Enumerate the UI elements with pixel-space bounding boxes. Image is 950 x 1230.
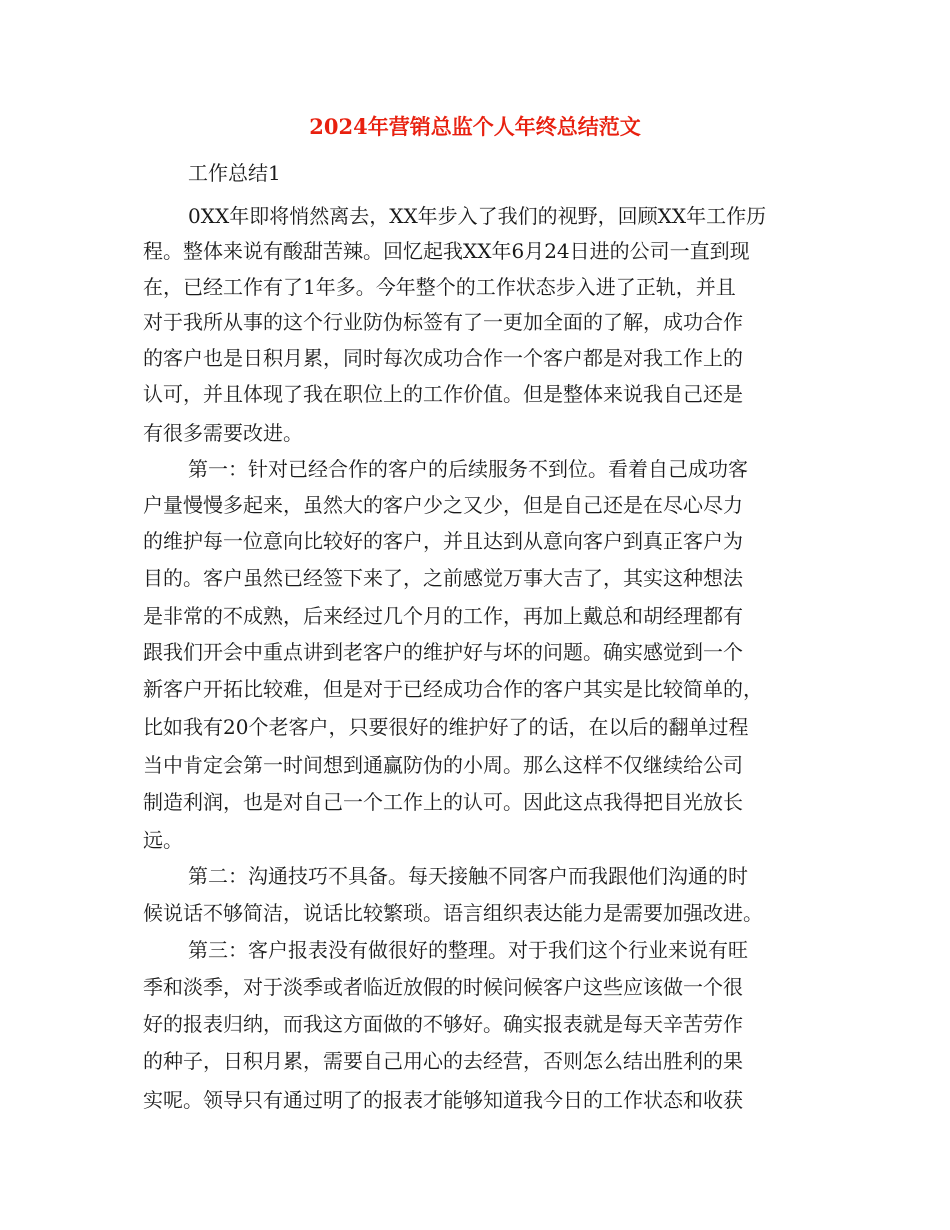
text-line: 的维护每一位意向比较好的客户，并且达到从意向客户到真正客户为 bbox=[143, 529, 743, 553]
text-line: 第一：针对已经合作的客户的后续服务不到位。看着自己成功客 bbox=[188, 457, 748, 481]
text-line: 实呢。领导只有通过明了的报表才能够知道我今日的工作状态和收获 bbox=[143, 1088, 743, 1112]
text-line: 的客户也是日积月累，同时每次成功合作一个客户都是对我工作上的 bbox=[143, 346, 743, 370]
text-line: 当中肯定会第一时间想到通赢防伪的小周。那么这样不仅继续给公司 bbox=[143, 753, 743, 777]
text-line: 候说话不够简洁，说话比较繁琐。语言组织表达能力是需要加强改进。 bbox=[143, 901, 763, 925]
text-line: 比如我有20个老客户，只要很好的维护好了的话，在以后的翻单过程 bbox=[143, 715, 749, 739]
text-line: 0XX年即将悄然离去，XX年步入了我们的视野，回顾XX年工作历 bbox=[188, 204, 767, 228]
text-line: 认可，并且体现了我在职位上的工作价值。但是整体来说我自己还是 bbox=[143, 382, 743, 406]
text-line: 新客户开拓比较难，但是对于已经成功合作的客户其实是比较简单的， bbox=[143, 677, 763, 701]
text-line: 程。整体来说有酸甜苦辣。回忆起我XX年6月24日进的公司一直到现 bbox=[143, 239, 750, 263]
text-line: 跟我们开会中重点讲到老客户的维护好与坏的问题。确实感觉到一个 bbox=[143, 640, 743, 664]
text-line: 季和淡季，对于淡季或者临近放假的时候问候客户这些应该做一个很 bbox=[143, 975, 743, 999]
text-line: 目的。客户虽然已经签下来了，之前感觉万事大吉了，其实这种想法 bbox=[143, 566, 743, 590]
text-line: 制造利润，也是对自己一个工作上的认可。因此这点我得把目光放长 bbox=[143, 790, 743, 814]
text-line: 有很多需要改进。 bbox=[143, 421, 303, 445]
text-line: 第二：沟通技巧不具备。每天接触不同客户而我跟他们沟通的时 bbox=[188, 864, 748, 888]
text-line: 好的报表归纳，而我这方面做的不够好。确实报表就是每天辛苦劳作 bbox=[143, 1012, 743, 1036]
text-line: 户量慢慢多起来，虽然大的客户少之又少，但是自己还是在尽心尽力 bbox=[143, 493, 743, 517]
text-line: 在，已经工作有了1年多。今年整个的工作状态步入进了正轨，并且 bbox=[143, 275, 736, 299]
text-line: 对于我所从事的这个行业防伪标签有了一更加全面的了解，成功合作 bbox=[143, 310, 743, 334]
text-line: 第三：客户报表没有做很好的整理。对于我们这个行业来说有旺 bbox=[188, 938, 748, 962]
section-heading: 工作总结1 bbox=[188, 161, 281, 185]
text-line: 远。 bbox=[143, 828, 183, 852]
document-title: 2024年营销总监个人年终总结范文 bbox=[309, 114, 641, 139]
text-line: 是非常的不成熟，后来经过几个月的工作，再加上戴总和胡经理都有 bbox=[143, 604, 743, 628]
text-line: 的种子，日积月累，需要自己用心的去经营，否则怎么结出胜利的果 bbox=[143, 1049, 743, 1073]
